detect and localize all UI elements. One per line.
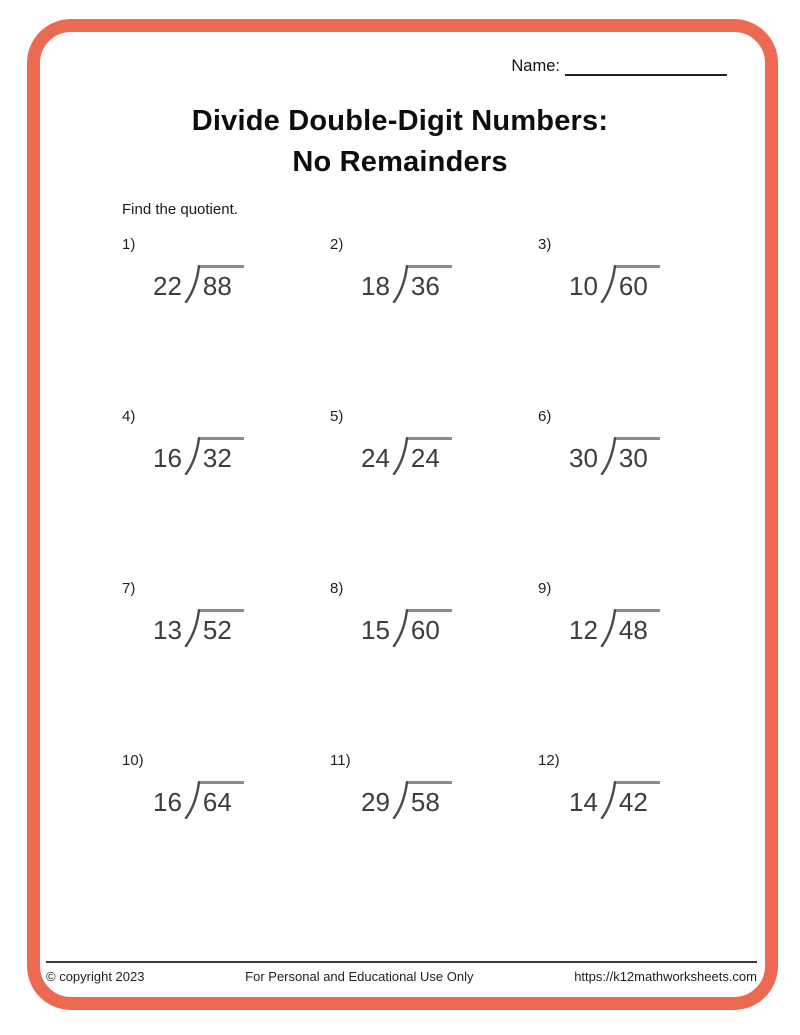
footer [46, 969, 757, 984]
long-division-bracket-icon [184, 437, 200, 475]
long-division-bracket-icon [392, 609, 408, 647]
dividend-value: 24 [408, 437, 452, 471]
divisor-value: 22 [153, 271, 182, 301]
problem-number: 8) [330, 580, 344, 597]
problem-cell [538, 236, 746, 408]
problem-number: 2) [330, 236, 344, 253]
divisor-value: 10 [569, 271, 598, 301]
dividend-value: 42 [616, 781, 660, 815]
footer-website: https://k12mathworksheets.com [574, 969, 757, 984]
division-expression [569, 781, 660, 819]
dividend-value: 60 [616, 265, 660, 299]
long-division-bracket-icon [600, 437, 616, 475]
problem-cell [330, 408, 538, 580]
divisor-value: 13 [153, 615, 182, 645]
problem-cell [538, 580, 746, 752]
dividend-value: 60 [408, 609, 452, 643]
problem-cell [122, 580, 330, 752]
division-expression [569, 437, 660, 475]
problem-cell [330, 236, 538, 408]
dividend-value: 58 [408, 781, 452, 815]
long-division-bracket-icon [392, 781, 408, 819]
problem-cell [122, 408, 330, 580]
problem-number: 7) [122, 580, 136, 597]
division-expression [153, 265, 244, 303]
problems-grid [122, 236, 746, 924]
divisor-value: 12 [569, 615, 598, 645]
long-division-bracket-icon [600, 609, 616, 647]
problem-cell [538, 752, 746, 924]
long-division-bracket-icon [600, 265, 616, 303]
division-expression [153, 781, 244, 819]
problem-cell [122, 236, 330, 408]
dividend-value: 88 [200, 265, 244, 299]
problem-cell [538, 408, 746, 580]
long-division-bracket-icon [392, 437, 408, 475]
long-division-bracket-icon [184, 781, 200, 819]
division-expression [361, 781, 452, 819]
problem-cell [330, 752, 538, 924]
divisor-value: 30 [569, 443, 598, 473]
divisor-value: 29 [361, 787, 390, 817]
problem-number: 5) [330, 408, 344, 425]
name-label: Name: [511, 57, 560, 75]
problem-number: 9) [538, 580, 552, 597]
title-line-1: Divide Double-Digit Numbers: [191, 105, 609, 137]
division-expression [569, 265, 660, 303]
footer-copyright: © copyright 2023 [46, 969, 145, 984]
problem-number: 3) [538, 236, 552, 253]
problem-number: 10) [122, 752, 144, 769]
long-division-bracket-icon [392, 265, 408, 303]
long-division-bracket-icon [184, 265, 200, 303]
division-expression [153, 609, 244, 647]
problem-number: 1) [122, 236, 136, 253]
dividend-value: 48 [616, 609, 660, 643]
division-expression [361, 265, 452, 303]
long-division-bracket-icon [184, 609, 200, 647]
divisor-value: 16 [153, 787, 182, 817]
divisor-value: 18 [361, 271, 390, 301]
division-expression [361, 437, 452, 475]
division-expression [361, 609, 452, 647]
worksheet-title [0, 101, 800, 183]
dividend-value: 36 [408, 265, 452, 299]
long-division-bracket-icon [600, 781, 616, 819]
problem-number: 12) [538, 752, 560, 769]
dividend-value: 52 [200, 609, 244, 643]
footer-usage-text: For Personal and Educational Use Only [245, 969, 474, 984]
dividend-value: 30 [616, 437, 660, 471]
name-blank-line [565, 59, 727, 76]
division-expression [153, 437, 244, 475]
problem-number: 11) [330, 752, 351, 769]
divisor-value: 14 [569, 787, 598, 817]
dividend-value: 32 [200, 437, 244, 471]
divisor-value: 16 [153, 443, 182, 473]
division-expression [569, 609, 660, 647]
divisor-value: 24 [361, 443, 390, 473]
dividend-value: 64 [200, 781, 244, 815]
name-field-row [511, 57, 727, 76]
divisor-value: 15 [361, 615, 390, 645]
instruction-text: Find the quotient. [122, 201, 238, 218]
problem-number: 6) [538, 408, 552, 425]
footer-divider-line [46, 961, 757, 963]
problem-number: 4) [122, 408, 136, 425]
problem-cell [122, 752, 330, 924]
problem-cell [330, 580, 538, 752]
title-line-2: No Remainders [292, 146, 508, 178]
